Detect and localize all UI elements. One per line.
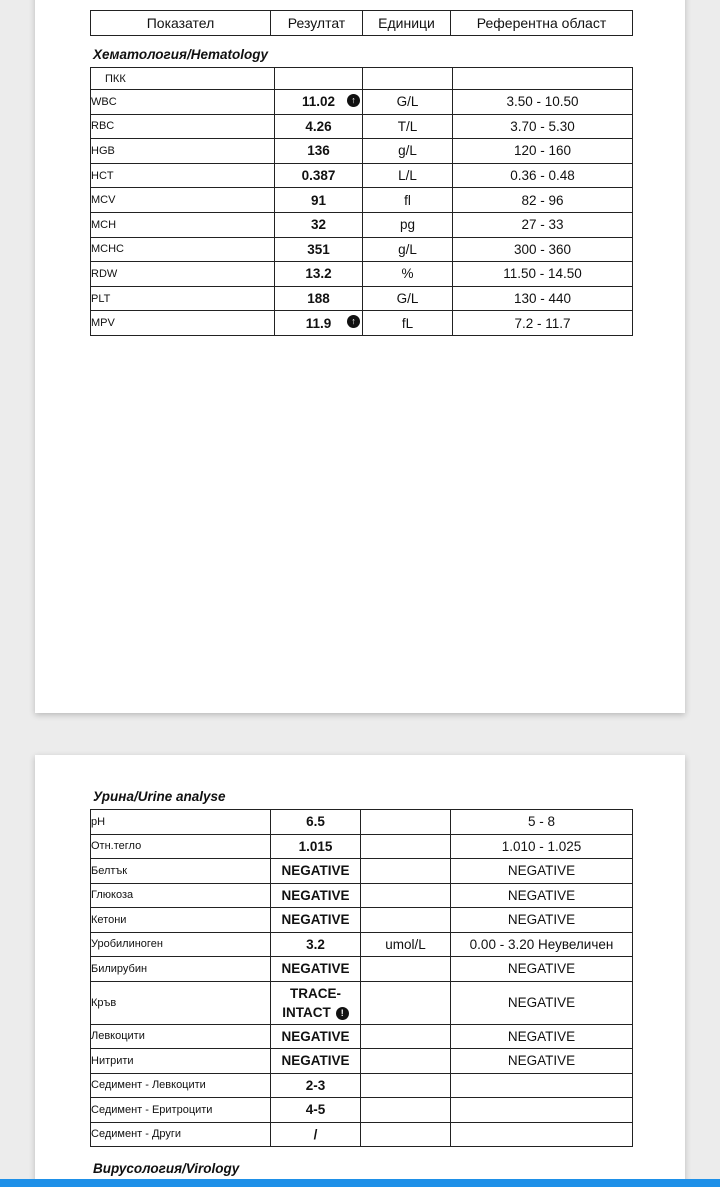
test-unit: fl bbox=[363, 188, 453, 213]
result-value: 6.5 bbox=[306, 814, 325, 830]
test-name: MCH bbox=[91, 212, 275, 237]
table-row bbox=[91, 883, 633, 908]
test-unit bbox=[361, 1024, 451, 1049]
reference-range: 3.70 - 5.30 bbox=[453, 114, 633, 139]
test-name: WBC bbox=[91, 90, 275, 115]
header-result: Резултат bbox=[271, 11, 363, 36]
reference-range: 0.36 - 0.48 bbox=[453, 163, 633, 188]
result-value: 11.02 bbox=[301, 94, 336, 110]
report-page-1 bbox=[35, 0, 685, 713]
result-line-2: INTACT bbox=[282, 1004, 331, 1020]
reference-range: 7.2 - 11.7 bbox=[453, 311, 633, 336]
reference-range: NEGATIVE bbox=[451, 859, 633, 884]
table-row bbox=[91, 932, 633, 957]
test-name: MCV bbox=[91, 188, 275, 213]
test-name: Кръв bbox=[91, 981, 271, 1024]
test-result bbox=[271, 859, 361, 884]
table-row bbox=[91, 237, 633, 262]
test-name: HCT bbox=[91, 163, 275, 188]
test-unit bbox=[361, 834, 451, 859]
reference-range: NEGATIVE bbox=[451, 1049, 633, 1074]
table-row bbox=[91, 311, 633, 336]
reference-range: NEGATIVE bbox=[451, 908, 633, 933]
table-row bbox=[91, 957, 633, 982]
result-value: 32 bbox=[310, 217, 327, 233]
result-value: NEGATIVE bbox=[281, 887, 350, 903]
table-row bbox=[91, 834, 633, 859]
test-unit bbox=[361, 810, 451, 835]
reference-range: 0.00 - 3.20 Неувеличен bbox=[451, 932, 633, 957]
group-row bbox=[91, 68, 633, 90]
test-name: Уробилиноген bbox=[91, 932, 271, 957]
result-value: 351 bbox=[307, 241, 330, 257]
test-name: Белтък bbox=[91, 859, 271, 884]
table-row bbox=[91, 908, 633, 933]
table-row bbox=[91, 1024, 633, 1049]
test-unit bbox=[361, 1049, 451, 1074]
test-name: HGB bbox=[91, 139, 275, 164]
test-unit: fL bbox=[363, 311, 453, 336]
table-row bbox=[91, 1098, 633, 1123]
report-page-2 bbox=[35, 755, 685, 1187]
result-value: 2-3 bbox=[305, 1077, 326, 1093]
test-result bbox=[271, 932, 361, 957]
table-row bbox=[91, 1073, 633, 1098]
reference-range: 27 - 33 bbox=[453, 212, 633, 237]
exclamation-circle-icon: ! bbox=[336, 1007, 349, 1020]
test-result bbox=[271, 1049, 361, 1074]
column-header-table bbox=[90, 10, 633, 36]
result-value: 13.2 bbox=[305, 266, 332, 282]
test-name: RDW bbox=[91, 262, 275, 287]
table-row bbox=[91, 163, 633, 188]
reference-range: 130 - 440 bbox=[453, 286, 633, 311]
test-result bbox=[275, 90, 363, 115]
result-value: NEGATIVE bbox=[281, 1053, 350, 1069]
test-name: Отн.тегло bbox=[91, 834, 271, 859]
result-line-1: TRACE- bbox=[290, 985, 341, 1001]
test-unit bbox=[361, 908, 451, 933]
header-units: Единици bbox=[363, 11, 451, 36]
test-name: Седимент - Други bbox=[91, 1122, 271, 1147]
test-unit bbox=[361, 981, 451, 1024]
test-name: pH bbox=[91, 810, 271, 835]
test-name: Левкоцити bbox=[91, 1024, 271, 1049]
test-unit bbox=[361, 859, 451, 884]
test-unit: umol/L bbox=[361, 932, 451, 957]
table-row bbox=[91, 859, 633, 884]
test-result bbox=[275, 286, 363, 311]
test-name: MPV bbox=[91, 311, 275, 336]
test-unit: G/L bbox=[363, 90, 453, 115]
header-indicator: Показател bbox=[91, 11, 271, 36]
test-result bbox=[271, 1073, 361, 1098]
test-name: Билирубин bbox=[91, 957, 271, 982]
test-name: Седимент - Левкоцити bbox=[91, 1073, 271, 1098]
test-result bbox=[271, 957, 361, 982]
test-result bbox=[275, 139, 363, 164]
test-result bbox=[271, 1098, 361, 1123]
test-result bbox=[275, 262, 363, 287]
test-unit: pg bbox=[363, 212, 453, 237]
table-row bbox=[91, 90, 633, 115]
reference-range bbox=[451, 1073, 633, 1098]
test-unit bbox=[361, 1073, 451, 1098]
reference-range: 120 - 160 bbox=[453, 139, 633, 164]
result-value: 136 bbox=[307, 143, 330, 159]
test-result bbox=[271, 908, 361, 933]
test-name: PLT bbox=[91, 286, 275, 311]
test-result bbox=[275, 311, 363, 336]
reference-range: NEGATIVE bbox=[451, 883, 633, 908]
reference-range: NEGATIVE bbox=[451, 1024, 633, 1049]
group-label: ПКК bbox=[91, 68, 275, 90]
table-row bbox=[91, 212, 633, 237]
table-row bbox=[91, 810, 633, 835]
hematology-section-title: Хематология/Hematology bbox=[93, 47, 268, 62]
table-row bbox=[91, 139, 633, 164]
table-row bbox=[91, 114, 633, 139]
test-result bbox=[271, 981, 361, 1024]
table-row bbox=[91, 1049, 633, 1074]
result-value: 4-5 bbox=[305, 1102, 326, 1118]
reference-range bbox=[451, 1122, 633, 1147]
result-value: 3.2 bbox=[306, 936, 325, 952]
result-value: NEGATIVE bbox=[281, 1028, 350, 1044]
result-value: 4.26 bbox=[305, 118, 332, 134]
reference-range: 1.010 - 1.025 bbox=[451, 834, 633, 859]
result-value: NEGATIVE bbox=[281, 961, 350, 977]
header-reference: Референтна област bbox=[451, 11, 633, 36]
urine-section-title: Урина/Urine analyse bbox=[93, 789, 226, 804]
bottom-accent-bar bbox=[0, 1179, 720, 1187]
table-row bbox=[91, 262, 633, 287]
test-unit bbox=[361, 1098, 451, 1123]
test-unit bbox=[361, 957, 451, 982]
test-result bbox=[275, 237, 363, 262]
table-row bbox=[91, 188, 633, 213]
test-result bbox=[271, 1024, 361, 1049]
test-unit: G/L bbox=[363, 286, 453, 311]
result-value: 0.387 bbox=[301, 168, 336, 184]
test-name: MCHC bbox=[91, 237, 275, 262]
reference-range: NEGATIVE bbox=[451, 981, 633, 1024]
reference-range: 82 - 96 bbox=[453, 188, 633, 213]
arrow-up-circle-icon: ↑ bbox=[347, 315, 360, 328]
test-unit: L/L bbox=[363, 163, 453, 188]
test-result bbox=[271, 834, 361, 859]
reference-range: 5 - 8 bbox=[451, 810, 633, 835]
result-value: NEGATIVE bbox=[281, 912, 350, 928]
test-unit bbox=[361, 883, 451, 908]
table-row bbox=[91, 981, 633, 1024]
test-result bbox=[275, 163, 363, 188]
result-value: 1.015 bbox=[298, 838, 333, 854]
test-unit: g/L bbox=[363, 237, 453, 262]
test-name: RBC bbox=[91, 114, 275, 139]
test-result bbox=[271, 1122, 361, 1147]
result-value: NEGATIVE bbox=[281, 863, 350, 879]
test-name: Кетони bbox=[91, 908, 271, 933]
test-unit: T/L bbox=[363, 114, 453, 139]
reference-range: 11.50 - 14.50 bbox=[453, 262, 633, 287]
test-unit: g/L bbox=[363, 139, 453, 164]
test-result bbox=[271, 810, 361, 835]
test-result bbox=[275, 188, 363, 213]
test-unit bbox=[361, 1122, 451, 1147]
test-result bbox=[275, 212, 363, 237]
test-result bbox=[271, 883, 361, 908]
reference-range: NEGATIVE bbox=[451, 957, 633, 982]
test-name: Седимент - Еритроцити bbox=[91, 1098, 271, 1123]
test-name: Глюкоза bbox=[91, 883, 271, 908]
result-value: 91 bbox=[310, 192, 327, 208]
hematology-table bbox=[90, 67, 633, 336]
test-unit: % bbox=[363, 262, 453, 287]
arrow-up-circle-icon: ↑ bbox=[347, 94, 360, 107]
reference-range bbox=[451, 1098, 633, 1123]
urine-table bbox=[90, 809, 633, 1147]
test-name: Нитрити bbox=[91, 1049, 271, 1074]
table-row bbox=[91, 286, 633, 311]
table-row bbox=[91, 1122, 633, 1147]
result-value: / bbox=[313, 1126, 318, 1142]
result-value: 11.9 bbox=[305, 315, 332, 331]
virology-section-title: Вирусология/Virology bbox=[93, 1161, 240, 1176]
result-value: 188 bbox=[307, 291, 330, 307]
reference-range: 300 - 360 bbox=[453, 237, 633, 262]
reference-range: 3.50 - 10.50 bbox=[453, 90, 633, 115]
test-result bbox=[275, 114, 363, 139]
table-header-row bbox=[91, 11, 633, 36]
